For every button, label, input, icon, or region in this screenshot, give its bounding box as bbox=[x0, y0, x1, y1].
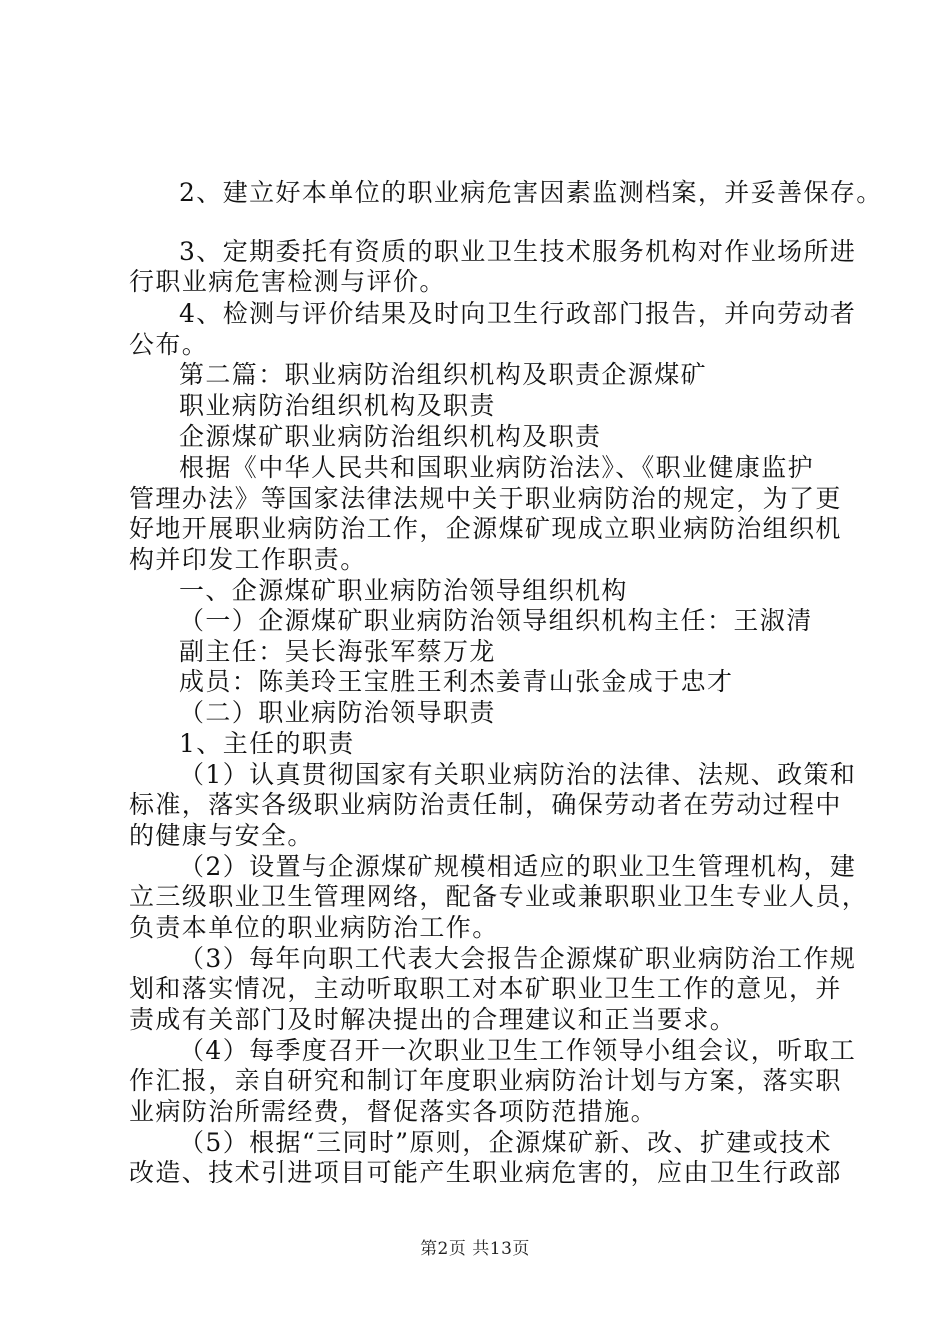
text-line: 根据《中华人民共和国职业病防治法》、《职业健康监护 bbox=[179, 453, 815, 482]
text-line: 构并印发工作职责。 bbox=[129, 545, 367, 574]
text-line: 责成有关部门及时解决提出的合理建议和正当要求。 bbox=[129, 1005, 737, 1034]
text-line: 3、定期委托有资质的职业卫生技术服务机构对作业场所进 bbox=[179, 237, 857, 266]
text-line: （二）职业病防治领导职责 bbox=[179, 698, 496, 727]
text-line: （5）根据“三同时”原则，企源煤矿新、改、扩建或技术 bbox=[179, 1128, 832, 1157]
text-line: 负责本单位的职业病防治工作。 bbox=[129, 913, 499, 942]
text-line: 作汇报，亲自研究和制订年度职业病防治计划与方案，落实职 bbox=[129, 1066, 842, 1095]
text-line: 管理办法》等国家法律法规中关于职业病防治的规定，为了更 bbox=[129, 484, 842, 513]
text-line: 的健康与安全。 bbox=[129, 821, 314, 850]
text-line: 改造、技术引进项目可能产生职业病危害的，应由卫生行政部 bbox=[129, 1158, 842, 1187]
text-line: 一、企源煤矿职业病防治领导组织机构 bbox=[179, 576, 628, 605]
text-line: 公布。 bbox=[129, 330, 209, 359]
text-line: 4、检测与评价结果及时向卫生行政部门报告，并向劳动者 bbox=[179, 299, 857, 328]
text-line: （3）每年向职工代表大会报告企源煤矿职业病防治工作规 bbox=[179, 944, 857, 973]
text-line: 职业病防治组织机构及职责 bbox=[179, 391, 496, 420]
text-line: 2、建立好本单位的职业病危害因素监测档案，并妥善保存。 bbox=[179, 178, 883, 207]
text-line: 企源煤矿职业病防治组织机构及职责 bbox=[179, 422, 602, 451]
page-number-footer: 第2页 共13页 bbox=[420, 1239, 530, 1259]
text-line: 好地开展职业病防治工作，企源煤矿现成立职业病防治组织机 bbox=[129, 514, 842, 543]
text-line: 1、主任的职责 bbox=[179, 729, 355, 758]
text-line: 业病防治所需经费，督促落实各项防范措施。 bbox=[129, 1097, 658, 1126]
text-line: 副主任：吴长海张军蔡万龙 bbox=[179, 637, 496, 666]
text-line: （2）设置与企源煤矿规模相适应的职业卫生管理机构，建 bbox=[179, 852, 857, 881]
text-line: （1）认真贯彻国家有关职业病防治的法律、法规、政策和 bbox=[179, 760, 857, 789]
text-line: （4）每季度召开一次职业卫生工作领导小组会议，听取工 bbox=[179, 1036, 857, 1065]
text-line: 行职业病危害检测与评价。 bbox=[129, 267, 446, 296]
text-line: 标准，落实各级职业病防治责任制，确保劳动者在劳动过程中 bbox=[129, 790, 842, 819]
text-line: （一）企源煤矿职业病防治领导组织机构主任：王淑清 bbox=[179, 606, 813, 635]
text-line: 第二篇：职业病防治组织机构及职责企源煤矿 bbox=[179, 360, 708, 389]
text-line: 成员：陈美玲王宝胜王利杰姜青山张金成于忠才 bbox=[179, 667, 734, 696]
text-line: 划和落实情况，主动听取职工对本矿职业卫生工作的意见，并 bbox=[129, 974, 842, 1003]
text-line: 立三级职业卫生管理网络，配备专业或兼职职业卫生专业人员， bbox=[129, 882, 869, 911]
